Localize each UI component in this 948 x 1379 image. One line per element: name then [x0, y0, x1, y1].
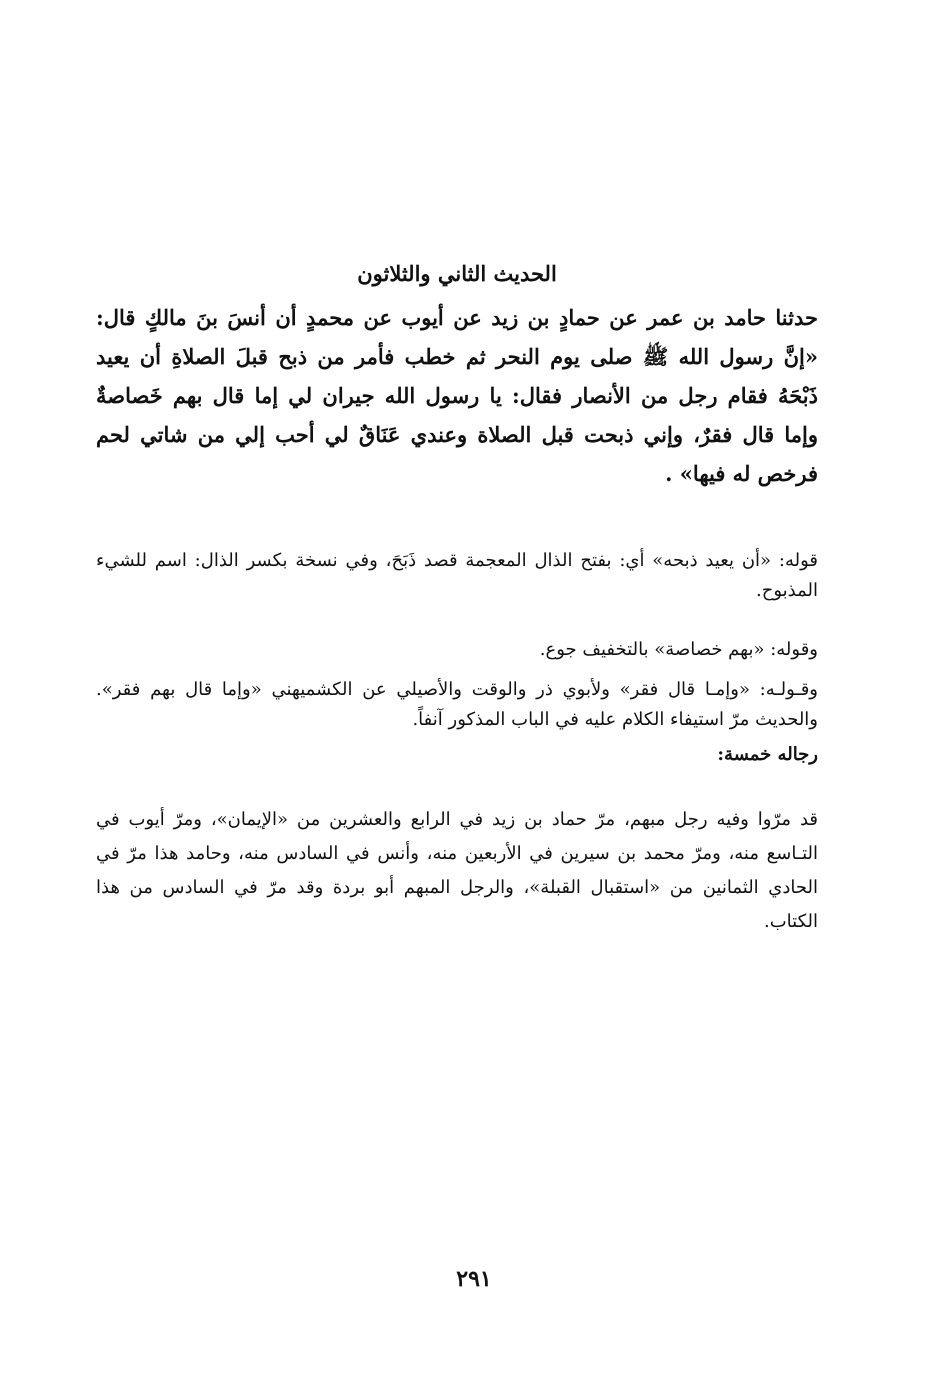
hadith-text-block [96, 298, 818, 493]
note-2-text: وقوله: «بهم خصاصة» بالتخفيف جوع. [539, 639, 818, 660]
commentary-note-3 [96, 657, 818, 753]
narrators-text: قد مرّوا وفيه رجل مبهم، مرّ حماد بن زيد في الرابع والعشرين من «الإيمان»، ومرّ أيوب في التـاسع منه، ومرّ محمد بن سيرين في الأربعين منه، وأنس في السادس منه، وحامد هذا مرّ في الحادي الثمانين من «استقبال القبلة»، والرجل المبهم أبو بردة وقد مرّ في السادس من هذا الكتاب. [96, 809, 818, 932]
hadith-text: حدثنا حامد بن عمر عن حمادٍ بن زيد عن أيوب عن محمدٍ أن أنسَ بنَ مالكٍ قال: «إنَّ رسول الله ﷺ صلى يوم النحر ثم خطب فأمر من ذبح قبلَ الصلاةِ أن يعيد ذَبْحَهُ فقام رجل من الأنصار فقال: يا رسول الله جيران لي إما قال بهم خَصاصةٌ وإما قال فقرٌ، وإني ذبحت قبل الصلاة وعندي عَنَاقٌ لي أحب إلي من شاتي لحم فرخص له فيها» . [96, 305, 818, 486]
page-number: ٢٩١ [456, 1266, 492, 1292]
commentary-note-1 [96, 528, 818, 624]
hadith-heading: الحديث الثاني والثلاثون [357, 261, 557, 286]
narrators-paragraph [96, 785, 818, 957]
note-3-text: وقـولـه: «وإمـا قال فقر» ولأبوي ذر والوقت والأصيلي عن الكشميهني «وإما قال بهم فقر». والحديث مرّ استيفاء الكلام عليه في الباب المذكور آنفاً. [96, 679, 818, 730]
narrators-heading: رجاله خمسة: [717, 744, 818, 765]
note-1-text: قوله: «أن يعيد ذبحه» أي: بفتح الذال المعجمة قصد ذَبَحَ، وفي نسخة بكسر الذال: اسم للشيء المذبوح. [96, 550, 818, 601]
